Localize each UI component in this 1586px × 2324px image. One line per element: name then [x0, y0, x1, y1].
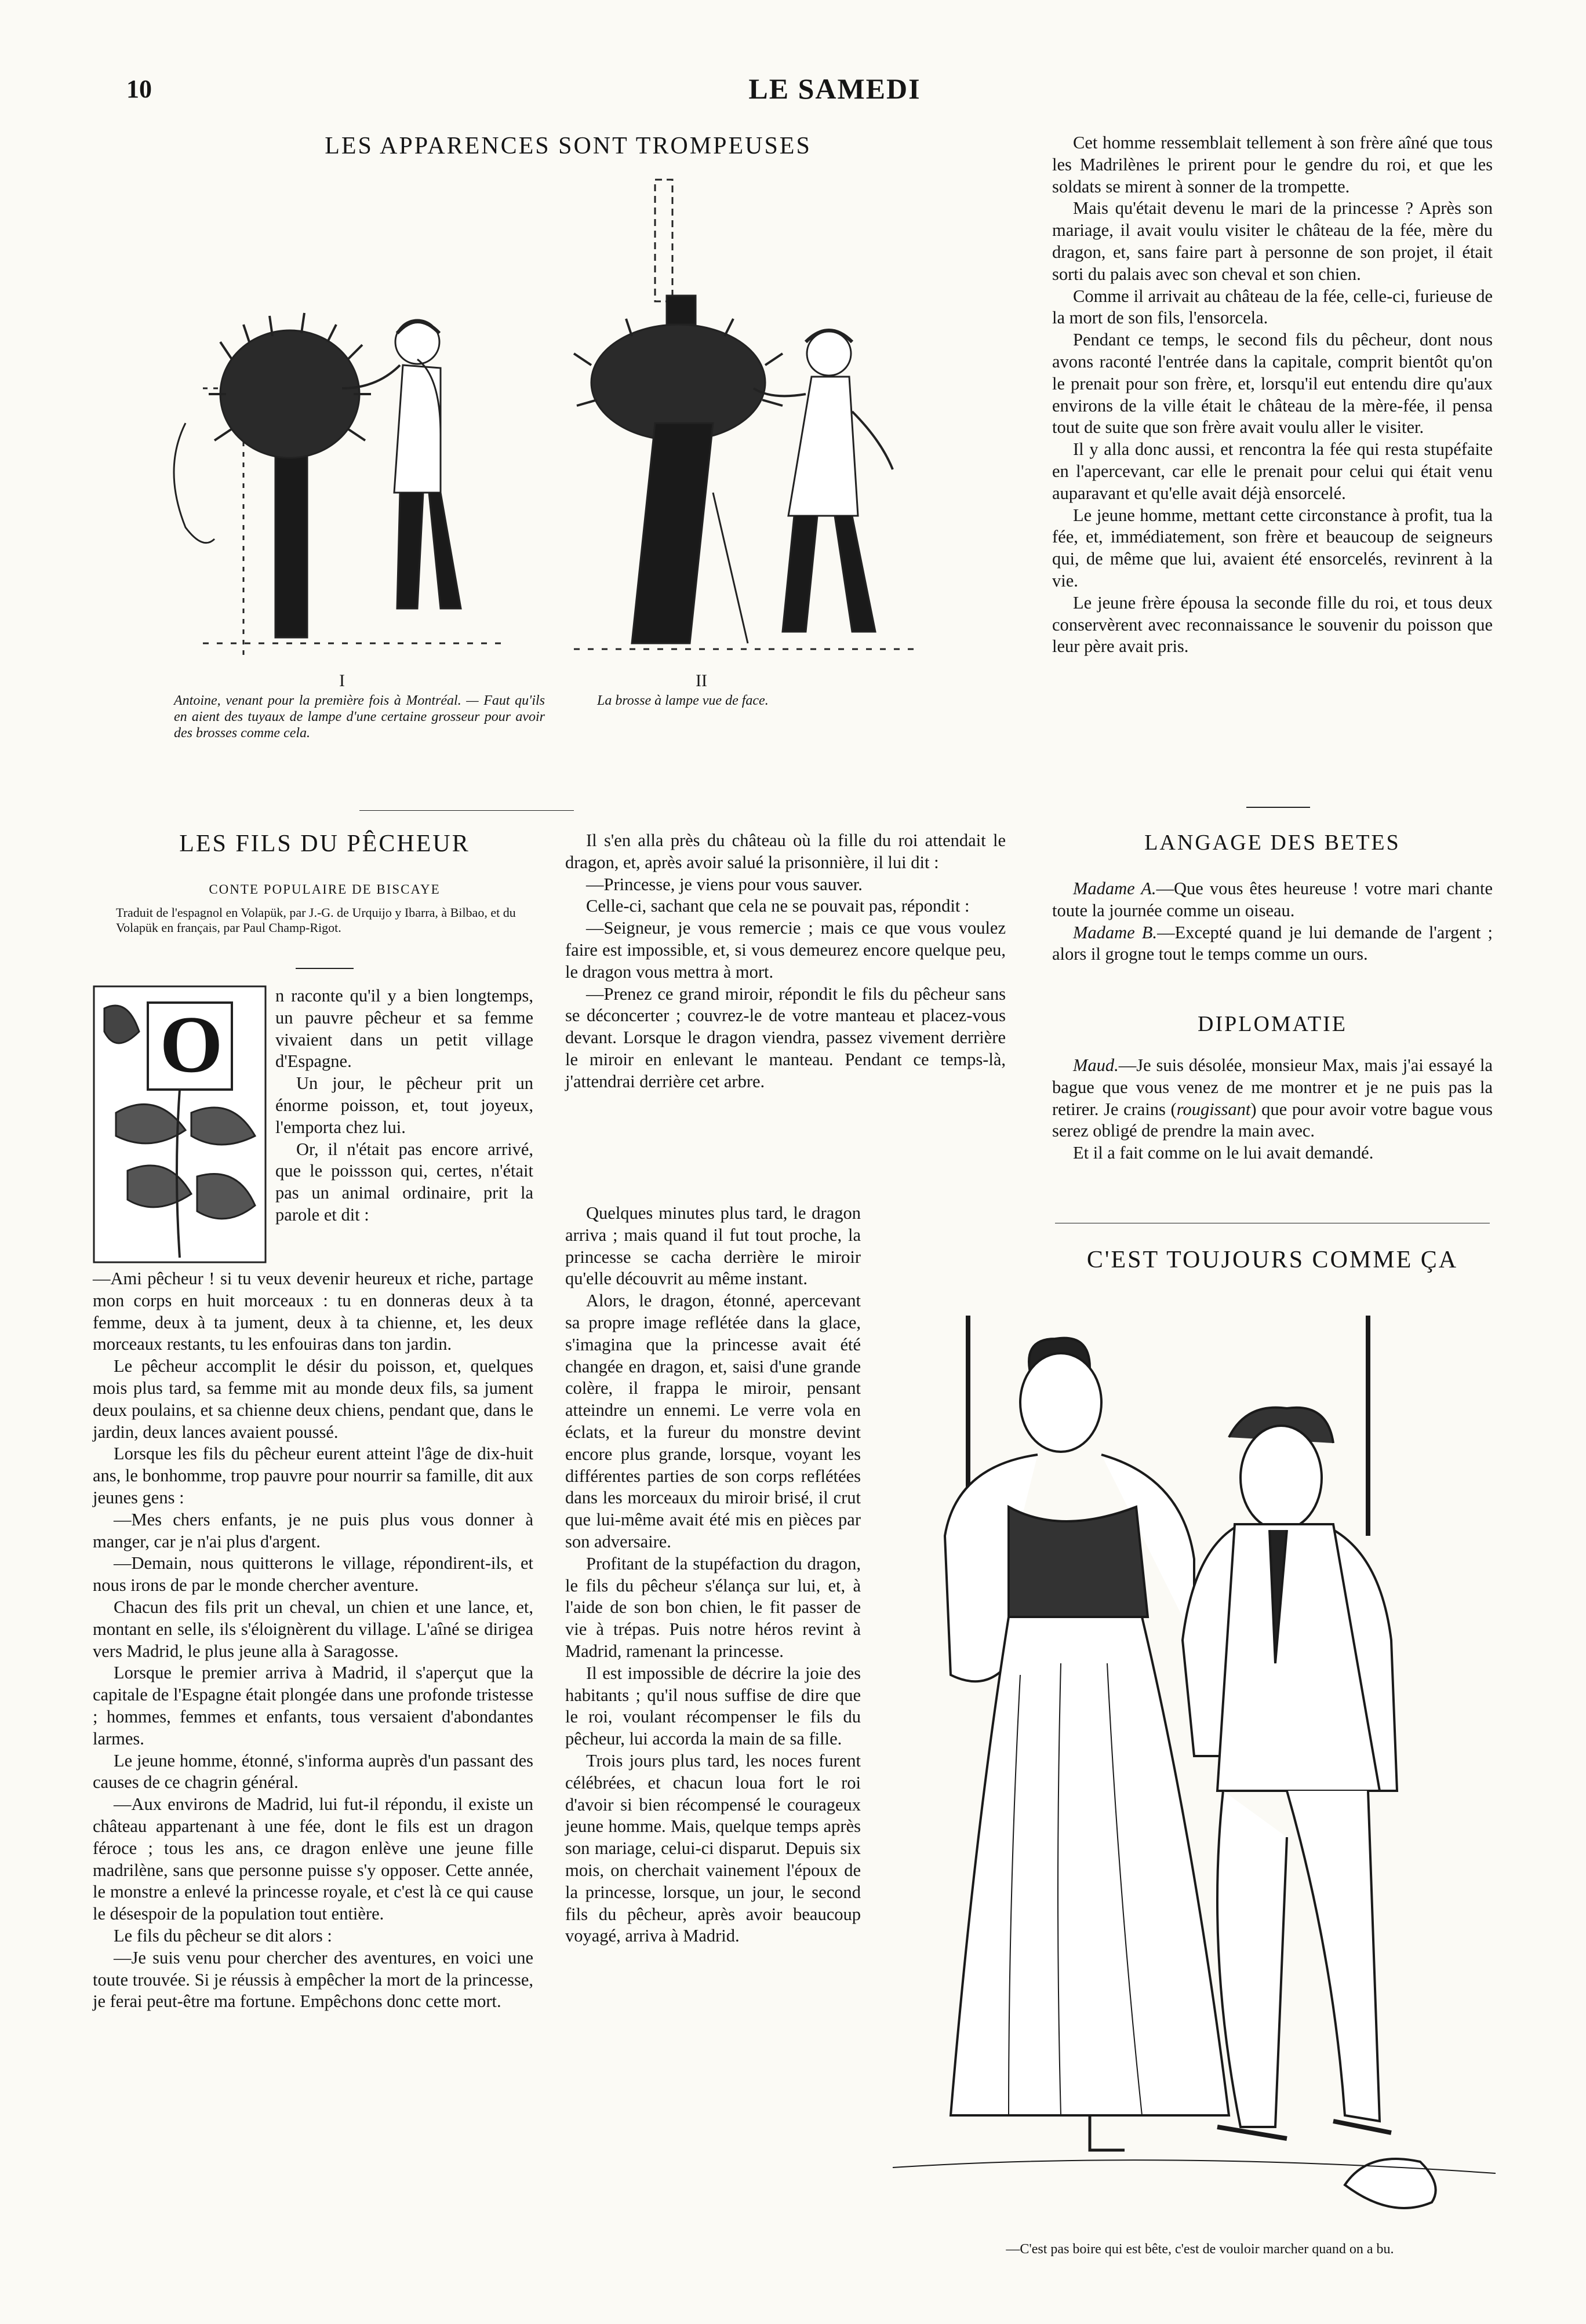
panel-2-caption: La brosse à lampe vue de face. [597, 693, 769, 708]
story-paragraph: Le pêcheur accomplit le désir du poisson, et, quelques mois plus tard, sa femme mit au monde deux fils, sa jument deux poulains, et sa chienne deux chiens, pendant que, dans le jardin, deux lances avaient poussé. [93, 1356, 533, 1442]
story-paragraph: Il s'en alla près du château où la fille du roi attendait le dragon, et, après avoir salué la prisonnière, il lui dit : [565, 830, 1006, 872]
story-paragraph: Il y alla donc aussi, et rencontra la fée qui resta stupéfaite en l'apercevant, car elle le prenait pour celui qui était venu auparavant et qu'elle avait déjà ensorcelé. [1052, 439, 1493, 503]
cartoon-top-divider [359, 810, 574, 811]
story-intro-paragraph: n raconte qu'il y a bien longtemps, un pauvre pêcheur et sa femme vivaient dans un petit village d'Espagne. [275, 986, 533, 1072]
journal-title: LE SAMEDI [748, 72, 921, 105]
story-paragraph: Trois jours plus tard, les noces furent célébrées, et chacun loua fort le roi d'avoir si bien récompensé le courageux jeune homme. Mais, quelque temps après son mariage, celui-ci disparut. Depuis six mois, on cherchait vainement l'époux de la princesse, lorsque, un jour, le second fils du pêcheur, après avoir beaucoup voyagé, arriva à Madrid. [565, 1750, 861, 1946]
story-paragraph: Quelques minutes plus tard, le dragon arriva ; mais quand il fut tout proche, la princesse se cacha derrière le miroir qu'elle découvrit au même instant. [565, 1203, 861, 1289]
diplomatie-text-a: —Je suis désolée, monsieur Max, mais j'ai essayé la bague que vous venez de me montrer et je ne puis pas la retirer. Je crains ( [1052, 1055, 1493, 1119]
story-paragraph: —Je suis venu pour chercher des aventures, en voici une toute trouvée. Si je réussis à empêcher la mort de la princesse, je ferai peut-être ma fortune. Empêchons donc cette mort. [93, 1947, 533, 2012]
langage-title: LANGAGE DES BETES [1144, 830, 1401, 855]
story-translation-note: Traduit de l'espagnol en Volapük, par J.-G. de Urquijo y Ibarra, à Bilbao, et du Volapük en français, par Paul Champ-Rigot. [116, 905, 516, 935]
story-paragraph: Comme il arrivait au château de la fée, celle-ci, furieuse de la mort de son fils, l'ensorcela. [1052, 286, 1493, 328]
cartoon-top-title: LES APPARENCES SONT TROMPEUSES [325, 133, 812, 159]
cartoon-bottom-title: C'EST TOUJOURS COMME ÇA [1086, 1247, 1458, 1273]
langage-text-1: —Que vous êtes heureuse ! votre mari chante toute la journée comme un oiseau. [1052, 879, 1493, 920]
drop-cap-letter: O [159, 1000, 223, 1090]
story-paragraph: Celle-ci, sachant que cela ne se pouvait pas, répondit : [586, 896, 970, 916]
story-col2-top [565, 830, 1006, 1093]
diplomatie-text-italic: rougissant [1176, 1099, 1251, 1119]
drop-cap-ornament [93, 985, 267, 1263]
story-divider [296, 968, 354, 969]
cartoon-bottom-drawing [870, 1316, 1507, 2237]
diplomatie-line [1052, 1055, 1493, 1142]
story-paragraph: Profitant de la stupéfaction du dragon, le fils du pêcheur s'élança sur lui, et, à l'aide de son bon chien, le fit passer de vie à trépas. Puis notre héros revint à Madrid, ramenant la princesse. [565, 1553, 861, 1661]
langage-line-1 [1052, 878, 1493, 922]
story-paragraph: Alors, le dragon, étonné, apercevant sa propre image reflétée dans la glace, s'imagina que la princesse avait été changée en dragon, et, saisi d'une grande colère, il frappa le miroir, pensant atteindre un ennemi. Le verre vola en éclats, et la fureur du monstre devint encore plus grande, lorsque, voyant les différentes parties de son corps reflétées dans les morceaux du miroir brisé, il crut que lui-même avait été mis en pièces par son adversaire. [565, 1291, 861, 1551]
story-paragraph: —Demain, nous quitterons le village, répondirent-ils, et nous irons de par le monde chercher aventure. [93, 1553, 533, 1596]
story-subtitle: CONTE POPULAIRE DE BISCAYE [209, 882, 441, 897]
story-paragraph: Lorsque le premier arriva à Madrid, il s'aperçut que la capitale de l'Espagne était plongée dans une profonde tristesse ; hommes, femmes et enfants, tous versaient d'abondantes larmes. [93, 1663, 533, 1749]
langage-line-2 [1052, 922, 1493, 966]
story-paragraph: —Aux environs de Madrid, lui fut-il répondu, il existe un château appartenant à une fée, dont le fils est un dragon féroce ; tous les ans, ce dragon enlève une jeune fille madrilène, sans que personne puisse s'y opposer. Cette année, le monstre a enlevé la princesse royale, et c'est là ce qui cause le désespoir de la population tout entière. [93, 1794, 533, 1924]
cartoon-top-illustration [168, 168, 922, 666]
story-paragraph: Chacun des fils prit un cheval, un chien et une lance, et, montant en selle, ils s'éloignèrent du village. L'aîné se dirigea vers Madrid, le plus jeune alla à Saragosse. [93, 1597, 533, 1661]
cartoon-top-drawing [168, 168, 922, 666]
panel-2-numeral: II [696, 671, 707, 690]
cartoon-bottom-illustration [870, 1316, 1507, 2237]
story-paragraph: Le fils du pêcheur se dit alors : [114, 1925, 332, 1946]
langage-speaker-1: Madame A. [1073, 879, 1156, 898]
langage-body [1052, 878, 1493, 966]
story-paragraph: Le jeune homme, étonné, s'informa auprès d'un passant des causes de ce chagrin général. [93, 1750, 533, 1793]
story-paragraph: Cet homme ressemblait tellement à son frère aîné que tous les Madrilènes le prirent pour le gendre du roi, et que les soldats se mirent à sonner de la trompette. [1052, 133, 1493, 196]
story-title: LES FILS DU PÊCHEUR [179, 830, 470, 857]
story-paragraph: Or, il n'était pas encore arrivé, que le poissson qui, certes, n'était pas un animal ordinaire, prit la parole et dit : [275, 1139, 533, 1225]
page-number: 10 [126, 75, 152, 103]
panel-1-numeral: I [339, 671, 345, 690]
story-paragraph: —Mes chers enfants, je ne puis plus vous donner à manger, car je n'ai plus d'argent. [93, 1509, 533, 1551]
panel-1-caption: Antoine, venant pour la première fois à Montréal. — Faut qu'ils en aient des tuyaux de lampe d'une certaine grosseur pour avoir des brosses comme cela. [174, 693, 545, 741]
diplomatie-text-b: ) que pour avoir votre bague vous serez obligé de prendre la main avec. [1052, 1099, 1493, 1141]
col3-divider [1246, 807, 1310, 808]
story-col1-beside [275, 985, 533, 1226]
story-paragraph: Il est impossible de décrire la joie des habitants ; qu'il nous suffise de dire que le roi, voulant récompenser le fils du pêcheur, lui accorda la main de sa fille. [565, 1663, 861, 1749]
story-paragraph: —Prenez ce grand miroir, répondit le fils du pêcheur sans se déconcerter ; couvrez-le de votre manteau et placez-vous devant. Lorsque le dragon viendra, passez vivement derrière le miroir en enlevant le manteau. Pendant ce temps-là, j'attendrai derrière cet arbre. [565, 983, 1006, 1091]
cartoon-bottom-caption: —C'est pas boire qui est bête, c'est de vouloir marcher quand on a bu. [1006, 2242, 1394, 2257]
diplomatie-ending: Et il a fait comme on le lui avait demandé. [1073, 1143, 1374, 1163]
langage-speaker-2: Madame B. [1073, 922, 1158, 942]
story-paragraph: Lorsque les fils du pêcheur eurent atteint l'âge de dix-huit ans, le bonhomme, trop pauvre pour nourrir sa famille, dit aux jeunes gens : [93, 1444, 533, 1507]
diplomatie-body [1052, 1055, 1493, 1164]
story-paragraph: —Princesse, je viens pour vous sauver. [586, 874, 863, 894]
story-paragraph: Le jeune frère épousa la seconde fille du roi, et tous deux conservèrent avec reconnaissance le souvenir du poisson que leur père avait pris. [1052, 592, 1493, 657]
story-paragraph: Un jour, le pêcheur prit un énorme poisson, et, tout joyeux, l'emporta chez lui. [275, 1073, 533, 1137]
story-paragraph: Mais qu'était devenu le mari de la princesse ? Après son mariage, il avait voulu visiter le château de la fée, mère du dragon, et, sans faire part à personne de son projet, il était sorti du palais avec son cheval et son chien. [1052, 198, 1493, 284]
diplomatie-title: DIPLOMATIE [1198, 1012, 1347, 1036]
story-paragraph: Le jeune homme, mettant cette circonstance à profit, tua la fée, et, immédiatement, son frère et beaucoup de seigneurs qui, de même que lui, avaient été ensorcelés, revinrent à la vie. [1052, 505, 1493, 591]
story-paragraph: Pendant ce temps, le second fils du pêcheur, dont nous avons raconté l'entrée dans la capitale, comprit bientôt qu'on le prenait pour son frère, et, lorsqu'il eut entendu dire qu'aux environs de la ville était le château de la mère-fée, il pensa tout de suite que son frère avait voulu aller le visiter. [1052, 330, 1493, 438]
langage-text-2: —Excepté quand je lui demande de l'argent ; alors il grogne tout le temps comme un ours. [1052, 922, 1493, 964]
diplomatie-speaker: Maud. [1073, 1055, 1119, 1075]
story-col1-body [93, 1268, 533, 2013]
story-col3 [1052, 132, 1493, 658]
story-paragraph: —Ami pêcheur ! si tu veux devenir heureux et riche, partage mon corps en huit morceaux : tu en donneras deux à ta femme, deux à ta jument, deux à ta chienne, et, les deux morceaux restants, tu les enfouiras dans ton jardin. [93, 1269, 533, 1354]
story-col2-narrow [565, 1203, 861, 1947]
story-paragraph: —Seigneur, je vous remercie ; mais ce que vous voulez faire est impossible, et, si vous demeurez encore quelque peu, le dragon vous mettra à mort. [565, 918, 1006, 982]
